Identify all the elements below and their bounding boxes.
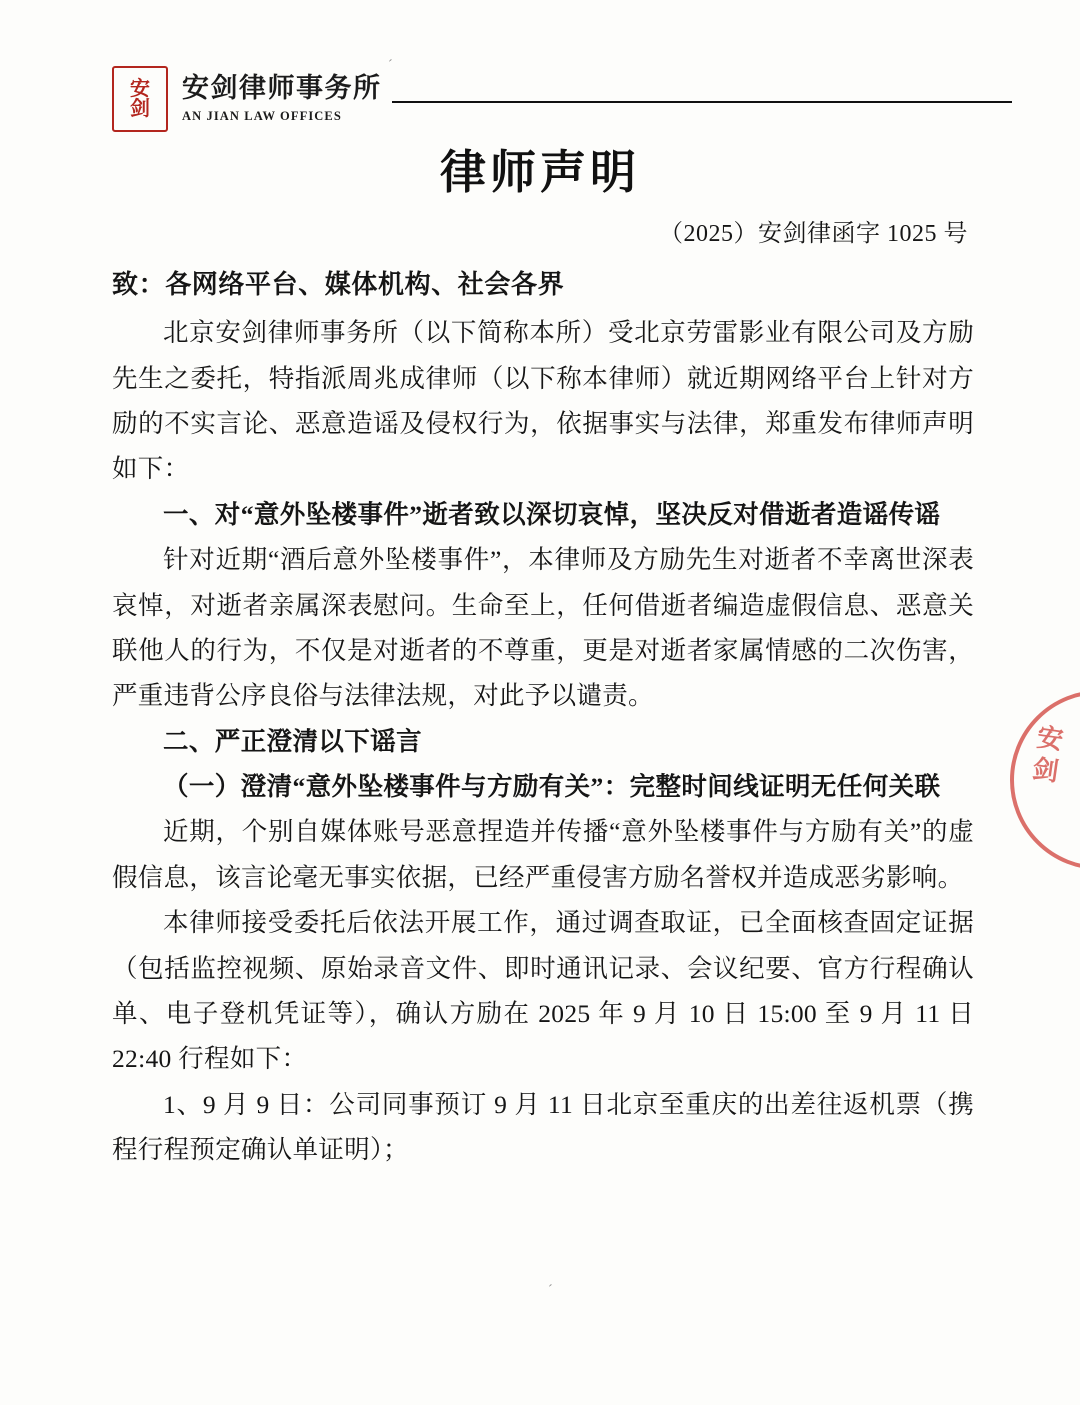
official-seal-stamp	[1010, 690, 1080, 870]
firm-name-block	[182, 74, 382, 124]
letterhead-divider	[392, 101, 1013, 103]
scan-artifact-tick-top: ˊ	[388, 58, 393, 73]
intro-paragraph: 北京安剑律师事务所（以下简称本所）受北京劳雷影业有限公司及方励先生之委托，特指派周兆成律师（以下称本律师）就近期网络平台上针对方励的不实言论、恶意造谣及侵权行为，依据事实与法律，郑重发布律师声明如下：	[112, 318, 974, 484]
firm-name-en: AN JIAN LAW OFFICES	[182, 108, 342, 123]
firm-logo-icon	[112, 66, 168, 132]
firm-logo-glyph-bottom: 剑	[130, 98, 150, 120]
addressee-line: 致：各网络平台、媒体机构、社会各界	[112, 270, 565, 299]
firm-name-cn: 安剑律师事务所	[182, 73, 382, 104]
section-two-subheading: （一）澄清“意外坠楼事件与方励有关”：完整时间线证明无任何关联	[163, 772, 941, 802]
section-two-paragraph-1: 近期，个别自媒体账号恶意捏造并传播“意外坠楼事件与方励有关”的虚假信息，该言论毫无事实依据，已经严重侵害方励名誉权并造成恶劣影响。	[112, 817, 974, 892]
document-number: （2025）安剑律函字 1025 号	[659, 221, 968, 247]
section-two-item-1: 1、9 月 9 日：公司同事预订 9 月 11 日北京至重庆的出差往返机票（携程行程预定确认单证明）；	[112, 1089, 974, 1165]
section-two-paragraph-2: 本律师接受委托后依法开展工作，通过调查取证，已全面核查固定证据（包括监控视频、原始录音文件、即时通讯记录、会议纪要、官方行程确认单、电子登机凭证等），确认方励在 2025 年 9 月 10 日 15:00 至 9 月 11 日 22:40 行程如下：	[112, 908, 974, 1074]
document-body	[112, 262, 974, 1172]
official-seal-text: 安剑	[1026, 722, 1065, 790]
page-title: 律师声明	[440, 147, 640, 198]
section-two-heading: 二、严正澄清以下谣言	[163, 726, 423, 756]
letterhead	[112, 62, 1012, 136]
firm-logo-glyph-top: 安	[130, 78, 150, 100]
section-one-paragraph: 针对近期“酒后意外坠楼事件”，本律师及方励先生对逝者不幸离世深表哀悼，对逝者亲属深表慰问。生命至上，任何借逝者编造虚假信息、恶意关联他人的行为，不仅是对逝者的不尊重，更是对逝者家属情感的二次伤害，严重违背公序良俗与法律法规，对此予以谴责。	[112, 545, 974, 711]
scan-artifact-tick-bottom: ˊ	[548, 1283, 553, 1298]
section-one-heading: 一、对“意外坠楼事件”逝者致以深切哀悼，坚决反对借逝者造谣传谣	[163, 499, 941, 529]
